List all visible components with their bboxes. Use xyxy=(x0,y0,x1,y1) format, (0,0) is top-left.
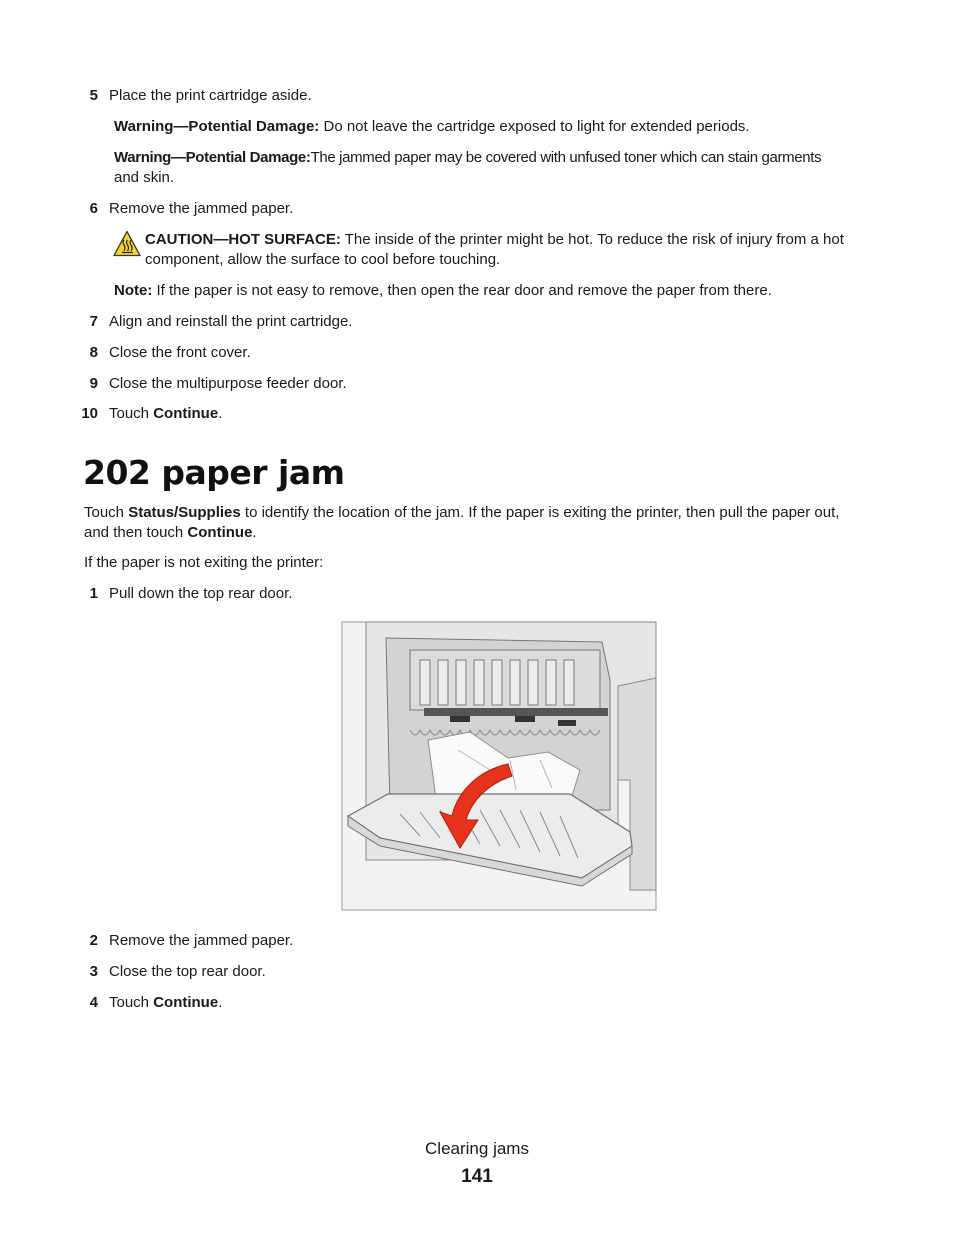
intro-text: . xyxy=(252,524,257,541)
step-text-prefix: Touch xyxy=(109,405,154,422)
step-text-suffix: . xyxy=(218,405,223,422)
step-text: Remove the jammed paper. xyxy=(109,932,294,949)
step-number: 6 xyxy=(89,200,98,217)
step-text-prefix: Touch xyxy=(109,994,154,1011)
intro-text: Touch xyxy=(84,504,129,521)
step-text xyxy=(109,993,222,1013)
step-text-suffix: . xyxy=(218,994,223,1011)
caution-paragraph xyxy=(145,230,875,250)
warning-paragraph xyxy=(114,117,872,137)
printer-rear-door-illustration xyxy=(340,620,658,916)
step-text xyxy=(109,404,222,424)
step-number: 2 xyxy=(89,932,98,949)
note-label: Note: xyxy=(114,282,153,299)
note-text: If the paper is not easy to remove, then open the rear door and remove the paper from there. xyxy=(152,282,772,299)
intro-paragraph-continued xyxy=(84,523,874,543)
page-number: 141 xyxy=(461,1166,493,1187)
step-text: Close the multipurpose feeder door. xyxy=(109,375,347,392)
status-supplies-keyword: Status/Supplies xyxy=(128,504,241,521)
warning-paragraph xyxy=(114,148,872,168)
intro-paragraph xyxy=(84,503,874,523)
caution-text-continued: component, allow the surface to cool before touching. xyxy=(145,251,501,268)
intro-text: and then touch xyxy=(84,524,188,541)
step-text: Align and reinstall the print cartridge. xyxy=(109,313,353,330)
step-text: Pull down the top rear door. xyxy=(109,585,293,602)
warning-label: Warning—Potential Damage: xyxy=(114,149,311,166)
intro-text: to identify the location of the jam. If the paper is exiting the printer, then pull the paper out, xyxy=(240,504,840,521)
step-number: 1 xyxy=(89,585,98,602)
step-number: 4 xyxy=(89,994,98,1011)
continue-keyword: Continue xyxy=(187,524,253,541)
caution-label: CAUTION—HOT SURFACE: xyxy=(145,231,341,248)
step-number: 5 xyxy=(89,87,98,104)
warning-text-continued: and skin. xyxy=(114,169,175,186)
warning-text: Do not leave the cartridge exposed to light for extended periods. xyxy=(319,118,750,135)
step-number: 10 xyxy=(81,405,98,422)
hot-surface-warning-icon xyxy=(113,230,141,257)
footer-title: Clearing jams xyxy=(425,1139,529,1158)
step-text: Place the print cartridge aside. xyxy=(109,87,312,104)
step-number: 3 xyxy=(89,963,98,980)
warning-text: The jammed paper may be covered with unfused toner which can stain garments xyxy=(310,149,822,166)
step-number: 9 xyxy=(89,375,98,392)
step-text: Remove the jammed paper. xyxy=(109,200,294,217)
caution-text: The inside of the printer might be hot. To reduce the risk of injury from a hot xyxy=(340,231,844,248)
step-text: Close the top rear door. xyxy=(109,963,266,980)
warning-label: Warning—Potential Damage: xyxy=(114,118,320,135)
continue-keyword: Continue xyxy=(153,994,219,1011)
step-text: Close the front cover. xyxy=(109,344,251,361)
section-heading: 202 paper jam xyxy=(83,453,345,492)
step-number: 8 xyxy=(89,344,98,361)
note-paragraph xyxy=(114,281,872,301)
step-number: 7 xyxy=(89,313,98,330)
continue-keyword: Continue xyxy=(153,405,219,422)
intro-paragraph-2: If the paper is not exiting the printer: xyxy=(84,554,324,571)
